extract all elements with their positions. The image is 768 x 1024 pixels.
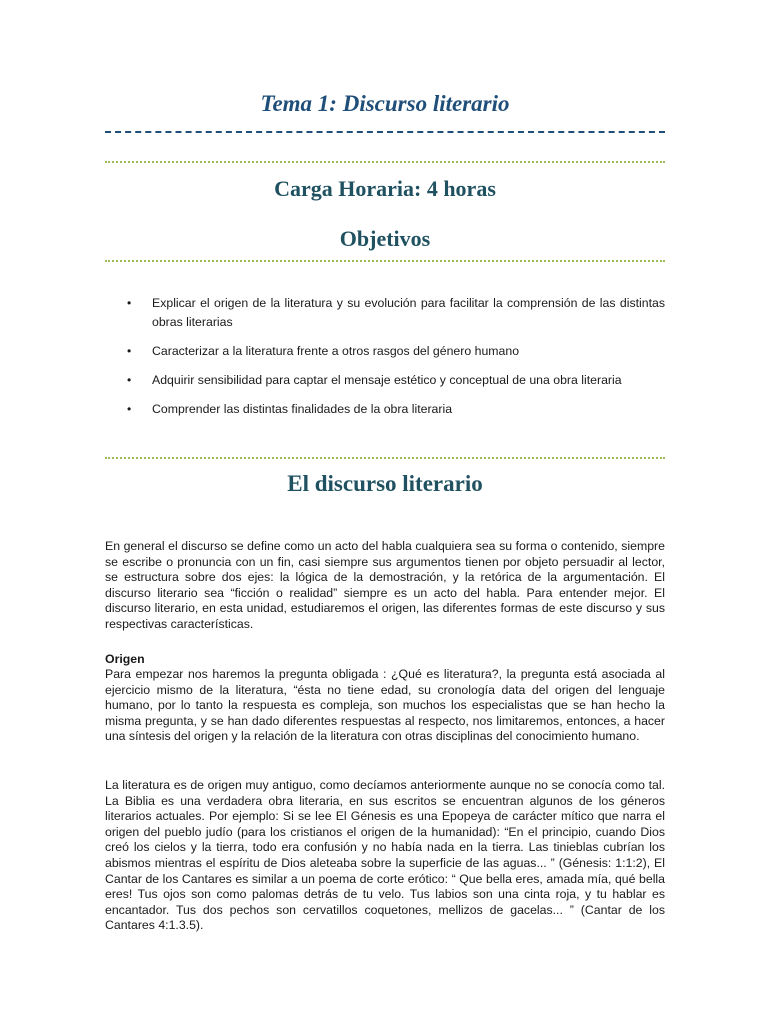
objective-text: Comprender las distintas finalidades de la obra literaria	[152, 402, 453, 416]
objectives-heading: Objetivos	[339, 226, 431, 251]
list-item	[105, 342, 665, 361]
divider-dotted	[105, 161, 665, 163]
origin-paragraph: Para empezar nos haremos la pregunta obligada : ¿Qué es literatura?, la pregunta está asociada al ejercicio mismo de la literatura, “ésta no tiene edad, su cronología data del origen del lenguaje humano, por lo tanto la respuesta es compleja, son muchos los especialistas que se han hecho la misma pregunta, y se han dado diferentes respuestas al respecto, nos limitaremos, entonces, a hacer una síntesis del origen y la relación de la literatura con otras disciplinas del conocimiento humano.	[105, 667, 665, 744]
bullet-icon: •	[127, 373, 132, 387]
objective-text: Adquirir sensibilidad para captar el mensaje estético y conceptual de una obra literaria	[152, 373, 622, 387]
bullet-icon: •	[127, 344, 132, 358]
workload-heading: Carga Horaria: 4 horas	[274, 176, 496, 201]
objectives-list	[105, 294, 665, 429]
section-heading: El discurso literario	[287, 471, 483, 496]
bible-paragraph: La literatura es de origen muy antiguo, como decíamos anteriormente aunque no se conocía como tal. La Biblia es una verdadera obra literaria, en sus escritos se encuentran algunos de los géneros literarios actuales. Por ejemplo: Si se lee El Génesis es una Epopeya de carácter mítico que narra el origen del pueblo judío (para los cristianos el origen de la humanidad): “En el principio, cuando Dios creó los cielos y la tierra, todo era confusión y no había nada en la tierra. Las tinieblas cubrían los abismos mientras el espíritu de Dios aleteaba sobre la superficie de las aguas... ” (Génesis: 1:1:2), El Cantar de los Cantares es similar a un poema de corte erótico: “ Que bella eres, amada mía, qué bella eres! Tus ojos son como palomas detrás de tu velo. Tus labios son una cinta roja, y tu hablar es encantador. Tus dos pechos son cervatillos coquetones, mellizos de gacelas... ” (Cantar de los Cantares 4:1.3.5).	[105, 778, 665, 933]
divider-dotted	[105, 260, 665, 262]
objective-text: Explicar el origen de la literatura y su evolución para facilitar la comprensión de las distintas obras literarias	[152, 296, 665, 329]
divider-dotted	[105, 457, 665, 459]
bullet-icon: •	[127, 402, 132, 416]
origin-heading: Origen	[105, 652, 145, 666]
list-item	[105, 294, 665, 332]
list-item	[105, 371, 665, 390]
bullet-icon: •	[127, 296, 132, 310]
document-title: Tema 1: Discurso literario	[260, 91, 510, 116]
intro-paragraph: En general el discurso se define como un acto del habla cualquiera sea su forma o contenido, siempre se escribe o pronuncia con un fin, casi siempre sus argumentos tienen por objeto persuadir al lector, se estructura sobre dos ejes: la lógica de la demostración, y la retórica de la argumentación. El discurso literario sea “ficción o realidad” siempre es un acto del habla. Para entender mejor. El discurso literario, en esta unidad, estudiaremos el origen, las diferentes formas de este discurso y sus respectivas características.	[105, 539, 665, 631]
title-divider	[105, 131, 665, 133]
list-item	[105, 400, 665, 419]
objective-text: Caracterizar a la literatura frente a otros rasgos del género humano	[152, 344, 520, 358]
